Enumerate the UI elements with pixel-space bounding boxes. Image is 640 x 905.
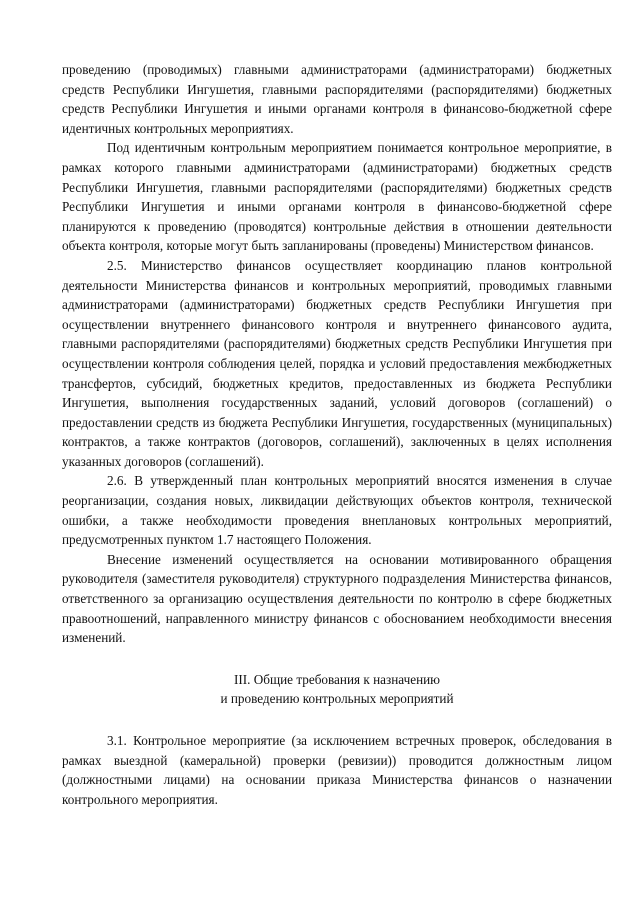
spacer <box>62 709 612 731</box>
section-heading-line-1: III. Общие требования к назначению <box>233 671 441 687</box>
paragraph-changes: Внесение изменений осуществляется на основании мотивированного обращения руководителя (заместителя руководителя) структурного подразделения Министерства финансов, ответственного за организацию осуществления деятельности по контролю в сфере бюджетных правоотношений, направленного министру финансов с обоснованием необходимости внесения изменений. <box>62 551 612 646</box>
paragraph-2-6: 2.6. В утвержденный план контрольных мероприятий вносятся изменения в случае реорганизации, создания новых, ликвидации действующих объектов контроля, технической ошибки, а также необходимости проведения внеплановых контрольных мероприятий, предусмотренных пунктом 1.7 настоящего Положения. <box>62 473 612 548</box>
paragraph-3-1: 3.1. Контрольное мероприятие (за исключением встречных проверок, обследования в рамках выездной (камеральной) проверки (ревизии)) проводится должностным лицом (должностными лицами) на основании приказа Министерства финансов о назначении контрольного мероприятия. <box>62 733 612 807</box>
paragraph-continuation: проведению (проводимых) главными администраторами (администраторами) бюджетных средств Республики Ингушетия, главными распорядителями (распорядителями) бюджетных средств Республики Ингушетия и иными органами контроля в финансово-бюджетной сфере идентичных контрольных мероприятиях. <box>62 62 612 136</box>
spacer <box>62 648 612 670</box>
paragraph-2-5: 2.5. Министерство финансов осуществляет координацию планов контрольной деятельности Министерства финансов и контрольных мероприятий, проводимых главными администраторами (администраторами) бюджетных средств Республики Ингушетия при осуществлении внутреннего финансового контроля и внутреннего финансового аудита, главными распорядителями (распорядителями) бюджетных средств Республики Ингушетия при осуществлении контроля соблюдения целей, порядка и условий предоставления межбюджетных трансфертов, субсидий, бюджетных кредитов, предоставленных из бюджета Республики Ингушетия, выполнения государственных заданий, условий договоров (соглашений) о предоставлении средств из бюджета Республики Ингушетия, государственных (муниципальных) контрактов, а также контрактов (договоров, соглашений), заключенных в целях исполнения указанных договоров (соглашений). <box>62 257 612 469</box>
section-heading-line-2: и проведению контрольных мероприятий <box>220 691 454 707</box>
paragraph-identical-measure: Под идентичным контрольным мероприятием понимается контрольное мероприятие, в рамках которого главными администраторами (администраторами) бюджетных средств Республики Ингушетия, главными распорядителями (распорядителями) бюджетных средств Республики Ингушетия и иными органами контроля в финансово-бюджетной сфере планируются к проведению (проводятся) контрольные действия в отношении деятельности объекта контроля, которые могут быть запланированы (проведены) Министерством финансов. <box>62 140 612 254</box>
